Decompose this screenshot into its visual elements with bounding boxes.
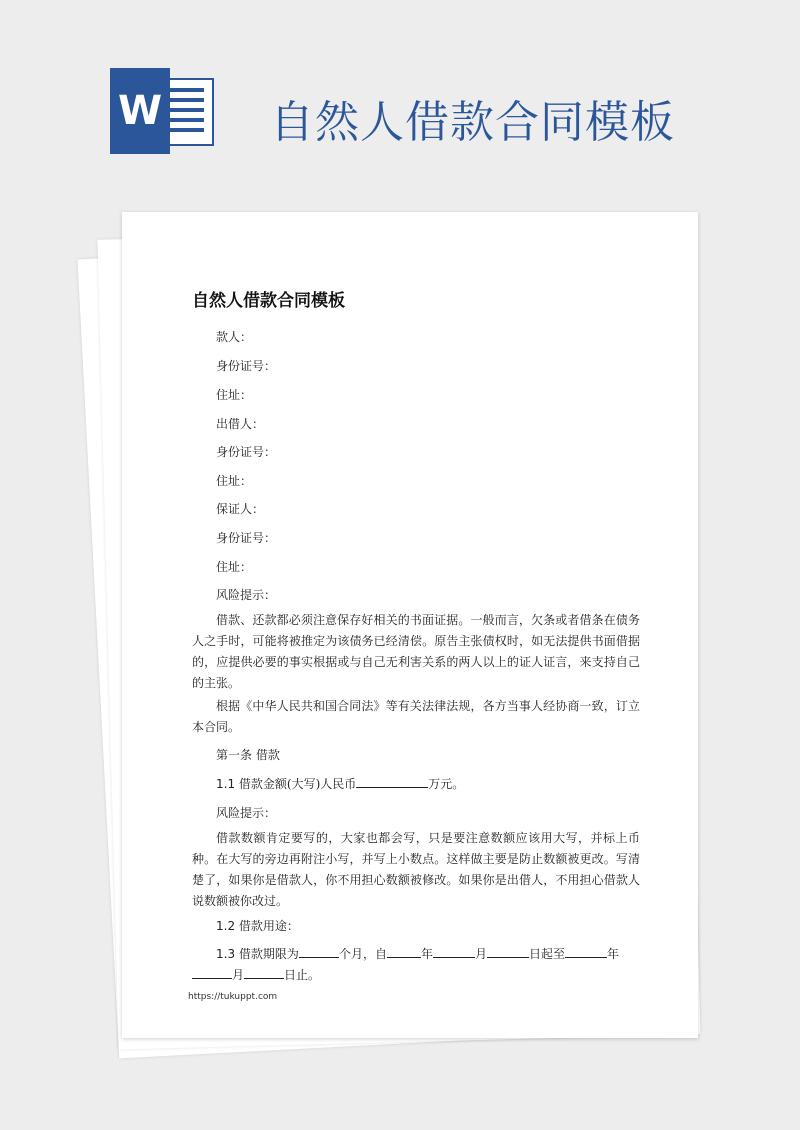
article-1-heading: 第一条 借款 (216, 748, 280, 762)
field-address: 住址： (216, 388, 253, 402)
item-text: 月 (474, 947, 487, 961)
month-blank (433, 945, 475, 958)
paragraph-basis: 根据《中华人民共和国合同法》等有关法律法规，各方当事人经协商一致，订立本合同。 (192, 699, 640, 734)
item-text: 借款金额(大写)人民币 (238, 777, 357, 791)
word-icon (110, 68, 214, 154)
field-borrower: 款人： (216, 330, 253, 344)
item-text: 日起至 (528, 947, 565, 961)
item-text: 个月，自 (338, 947, 387, 961)
term-blank (299, 945, 339, 958)
field-id-number: 身份证号： (216, 359, 277, 373)
item-1-2 (216, 917, 299, 934)
year-blank (565, 945, 607, 958)
amount-blank (356, 775, 428, 788)
item-number: 1.3 (216, 947, 236, 961)
document-title: 自然人借款合同模板 (192, 291, 345, 311)
item-number: 1.1 (216, 777, 236, 791)
page-header (0, 0, 800, 200)
paragraph-risk: 借款、还款都必须注意保存好相关的书面证据。一般而言，欠条或者借条在债务人之手时，可能将被推定为该债务已经清偿。原告主张债权时，如无法提供书面借据的，应提供必要的事实根据或与自己无利害关系的两人以上的证人证言，来支持自己的主张。 (192, 613, 640, 690)
item-1-3 (216, 945, 619, 962)
source-url: https://tukuppt.com (188, 992, 278, 1002)
item-1-3-continued (192, 966, 320, 983)
item-text: 借款期限为 (238, 947, 299, 961)
item-text: 年 (607, 947, 620, 961)
field-risk-notice: 风险提示： (216, 588, 277, 602)
field-guarantor: 保证人： (216, 502, 265, 516)
document-page (122, 212, 698, 1038)
year-blank (387, 945, 421, 958)
item-text: 日止。 (284, 968, 321, 982)
paragraph-amount-notice: 借款数额肯定要写的，大家也都会写，只是要注意数额应该用大写，并标上币种。在大写的旁边再附注小写，并写上小数点。这样做主要是防止数额被更改。写清楚了，如果你是借款人，你不用担心数额被修改。如果你是出借人，不用担心借款人说数额被你改过。 (192, 831, 640, 908)
risk-notice-2: 风险提示： (216, 806, 277, 820)
item-1-1 (216, 775, 464, 792)
field-lender: 出借人： (216, 417, 265, 431)
item-text: 年 (420, 947, 433, 961)
field-address: 住址： (216, 560, 253, 574)
day-blank (487, 945, 529, 958)
field-id-number: 身份证号： (216, 531, 277, 545)
field-address: 住址： (216, 474, 253, 488)
item-number: 1.2 (216, 919, 236, 933)
day-blank (244, 966, 284, 979)
item-suffix: 万元。 (428, 777, 465, 791)
item-text: 借款用途： (238, 919, 299, 933)
month-blank (192, 966, 232, 979)
word-icon-letter: W (110, 68, 170, 154)
field-id-number: 身份证号： (216, 445, 277, 459)
item-text: 月 (232, 968, 245, 982)
page-title: 自然人借款合同模板 (270, 97, 675, 148)
